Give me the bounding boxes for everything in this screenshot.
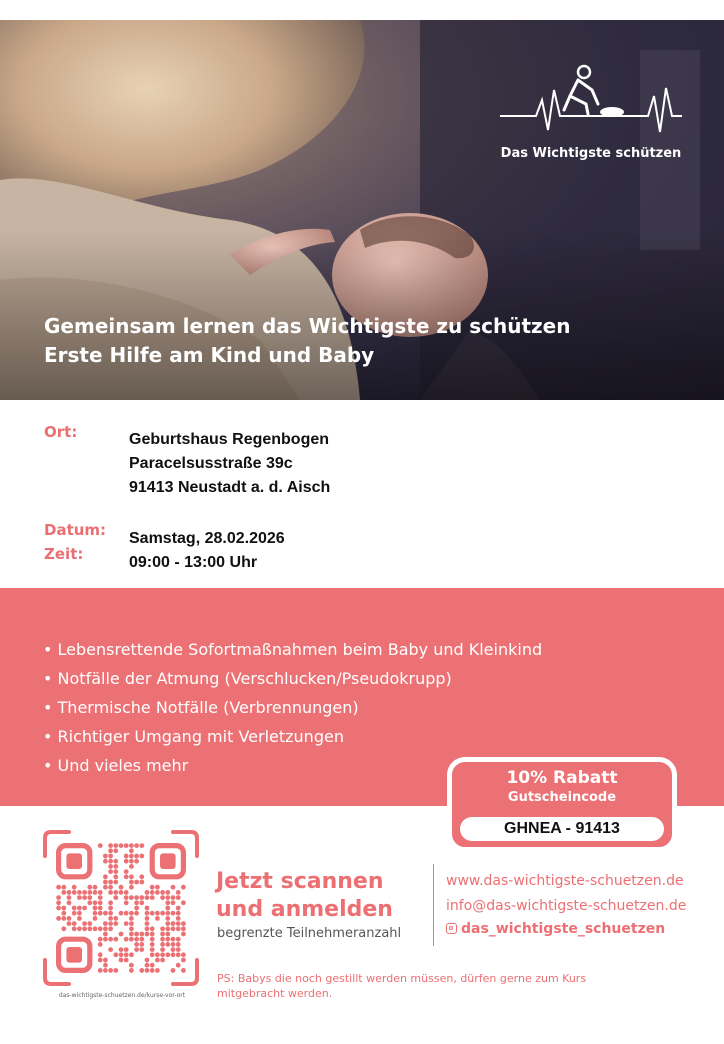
topic-item: • Richtiger Umgang mit Verletzungen: [43, 726, 542, 755]
brand-name: Das Wichtigste schützen: [500, 145, 682, 161]
hero-image: [0, 20, 724, 400]
zeit-value: 09:00 - 13:00 Uhr: [129, 553, 258, 571]
headline: [44, 312, 570, 370]
cta-subtext: begrenzte Teilnehmeranzahl: [217, 925, 402, 941]
ort-line-1: Geburtshaus Regenbogen: [129, 430, 330, 448]
voucher-title: 10% Rabatt: [506, 767, 618, 788]
ort-line-3: 91413 Neustadt a. d. Aisch: [129, 478, 331, 496]
cta-line-2: und anmelden: [216, 896, 393, 922]
topic-item: • Thermische Notfälle (Verbrennungen): [43, 697, 542, 726]
brand-logo: [498, 60, 684, 161]
cta-heading: [216, 868, 393, 924]
cta-line-1: Jetzt scannen: [216, 868, 384, 894]
qr-code-graphic[interactable]: [43, 830, 199, 986]
ort-address: [129, 428, 330, 500]
qr-url: das-wichtigste-schuetzen.de/kurse-vor-ort: [58, 991, 186, 999]
topic-item: • Notfälle der Atmung (Verschlucken/Pseudokrupp): [43, 668, 542, 697]
divider: [433, 864, 434, 946]
zeit-label: Zeit:: [44, 544, 84, 563]
ort-label: Ort:: [44, 422, 78, 441]
registration-qr-code[interactable]: [43, 830, 199, 986]
headline-line-1: Gemeinsam lernen das Wichtigste zu schützen: [44, 313, 571, 338]
datum-value: Samstag, 28.02.2026: [129, 529, 285, 547]
datum-label: Datum:: [44, 520, 107, 539]
email-link[interactable]: info@das-wichtigste-schuetzen.de: [446, 897, 687, 914]
instagram-handle: das_wichtigste_schuetzen: [461, 920, 666, 937]
instagram-link[interactable]: [446, 921, 665, 937]
topic-item: • Lebensrettende Sofortmaßnahmen beim Baby und Kleinkind: [43, 639, 542, 668]
datum-zeit-values: [129, 527, 285, 575]
instagram-icon: [446, 923, 457, 934]
ps-note: PS: Babys die noch gestillt werden müssen, dürfen gerne zum Kurs mitgebracht werden.: [217, 971, 587, 1000]
ort-line-2: Paracelsusstraße 39c: [129, 454, 293, 472]
heartbeat-rescuer-icon: [498, 60, 684, 134]
topic-item: • Und vieles mehr: [43, 755, 542, 784]
voucher-subtitle: Gutscheincode: [507, 789, 617, 805]
headline-line-2: Erste Hilfe am Kind und Baby: [44, 342, 375, 367]
voucher-code: GHNEA - 91413: [460, 817, 664, 841]
website-link[interactable]: www.das-wichtigste-schuetzen.de: [446, 872, 684, 889]
discount-voucher: [447, 757, 677, 852]
